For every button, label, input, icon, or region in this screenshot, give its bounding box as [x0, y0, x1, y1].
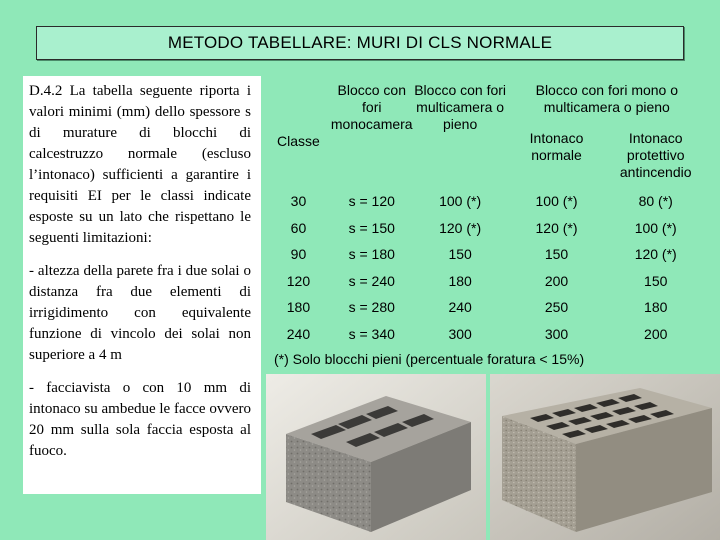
header-intonaco-normale: Intonaco normale — [529, 130, 584, 163]
table-cell: 200 — [644, 325, 668, 342]
table-cell: 60 — [290, 219, 307, 236]
table-row — [266, 321, 706, 348]
table-cell: 180 — [286, 299, 311, 316]
table-cell: 240 — [448, 299, 472, 316]
thickness-table — [266, 76, 706, 347]
header-classe: Classe — [277, 132, 320, 149]
table-cell: 150 — [544, 246, 569, 263]
table-cell: 90 — [290, 246, 307, 263]
table-cell: s = 240 — [348, 272, 395, 289]
concrete-block-photo-right — [490, 374, 720, 540]
table-cell: 120 — [286, 272, 311, 289]
table-cell: 180 — [644, 299, 668, 316]
table-cell: 80 (*) — [638, 193, 673, 210]
table-row — [266, 188, 706, 215]
table-cell: s = 150 — [348, 219, 395, 236]
table-cell: 300 — [544, 325, 569, 342]
header-multicamera: Blocco con fori multicamera o pieno — [414, 82, 507, 132]
header-intonaco-protettivo: Intonaco protettivo antincendio — [619, 130, 692, 180]
table-cell: 30 — [290, 193, 307, 210]
table-cell: s = 340 — [348, 325, 395, 342]
table-cell: 120 (*) — [535, 219, 578, 236]
table-cell: 180 — [448, 272, 472, 289]
table-cell: s = 280 — [348, 299, 395, 316]
table-cell: 300 — [448, 325, 472, 342]
table-cell: 100 (*) — [634, 219, 677, 236]
table-row — [266, 241, 706, 268]
table-cell: 250 — [544, 299, 569, 316]
table-cell: 150 — [644, 272, 668, 289]
table-footnote: (*) Solo blocchi pieni (percentuale foratura < 15%) — [274, 351, 585, 367]
header-group: Blocco con fori mono o multicamera o pieno — [535, 82, 679, 115]
description-panel — [23, 76, 261, 494]
slide-title-text: METODO TABELLARE: MURI DI CLS NORMALE — [167, 33, 553, 52]
thickness-table-area — [266, 76, 708, 374]
description-paragraph-3: - facciavista o con 10 mm di intonaco su ambedue le facce ovvero 20 mm sulla sola faccia esposta al fuoco. — [29, 380, 251, 459]
table-cell: 150 — [448, 246, 472, 263]
header-monocamera: Blocco con fori monocamera — [330, 82, 413, 132]
table-cell: 200 — [544, 272, 569, 289]
description-paragraph-2: - altezza della parete fra i due solai o distanza fra due elementi di irrigidimento con equivalente funzione di vincolo dei solai non superiore a 4 m — [29, 263, 251, 363]
table-cell: s = 120 — [348, 193, 395, 210]
concrete-block-photo-left — [266, 374, 486, 540]
table-cell: 100 (*) — [535, 193, 578, 210]
table-cell: 120 (*) — [634, 246, 677, 263]
table-row — [266, 215, 706, 242]
table-cell: 100 (*) — [439, 193, 482, 210]
slide-title — [36, 26, 684, 60]
table-cell: 120 (*) — [439, 219, 482, 236]
description-paragraph-1: D.4.2 La tabella seguente riporta i valori minimi (mm) dello spessore s di murature di blocchi di calcestruzzo normale (escluso l’intonaco) sufficienti a garantire i requisiti EI per le classi indicate esposte su un lato che rispettano le seguenti limitazioni: — [29, 83, 251, 246]
table-cell: 240 — [286, 325, 311, 342]
table-row — [266, 294, 706, 321]
table-cell: s = 180 — [348, 246, 395, 263]
table-row — [266, 268, 706, 295]
